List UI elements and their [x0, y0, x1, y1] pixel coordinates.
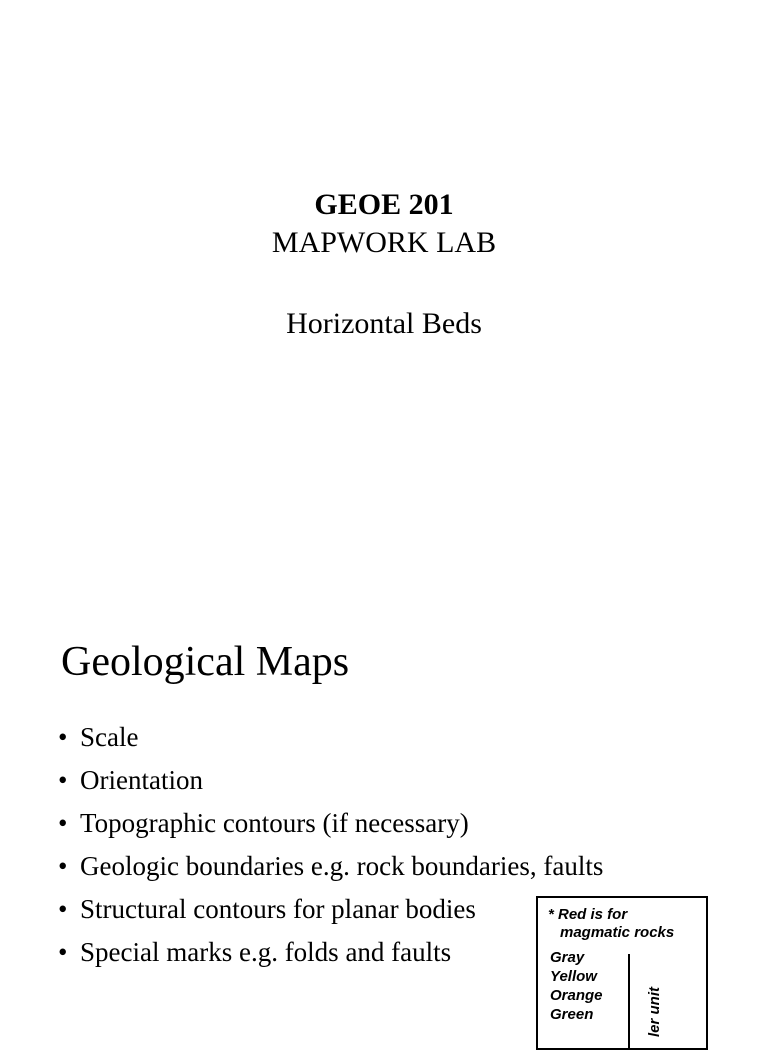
bullet-list: [58, 716, 603, 974]
legend-note: [548, 906, 674, 942]
course-code: GEOE 201: [314, 188, 454, 221]
legend-color-item: Yellow: [550, 968, 597, 985]
bullet-dot: •: [58, 851, 68, 881]
slide-subtitle: Horizontal Beds: [286, 307, 482, 340]
bullet-item: [58, 759, 603, 802]
bullet-text: Scale: [80, 722, 139, 752]
legend-color-list: [550, 948, 603, 1024]
bullet-text: Geologic boundaries e.g. rock boundaries, faults: [80, 851, 604, 881]
legend-note-line-1: * Red is for: [548, 906, 628, 923]
bullet-dot: •: [58, 808, 68, 838]
slide-1-title-block: [0, 186, 768, 262]
bullet-text: Special marks e.g. folds and faults: [80, 937, 452, 967]
legend-color-item: Gray: [550, 949, 585, 966]
legend-vertical-label: ler unit: [646, 986, 663, 1037]
bullet-text: Orientation: [80, 765, 203, 795]
bullet-dot: •: [58, 894, 68, 924]
slide-2-title: Geological Maps: [61, 639, 350, 685]
legend-color-item: Orange: [550, 987, 603, 1004]
legend-vertical-label-wrap: [644, 978, 668, 1048]
bullet-text: Topographic contours (if necessary): [80, 808, 469, 838]
bullet-item: [58, 716, 603, 759]
bullet-text: Structural contours for planar bodies: [80, 894, 476, 924]
legend-image: [536, 896, 708, 1050]
lab-name: MAPWORK LAB: [271, 226, 497, 259]
legend-divider: [628, 954, 630, 1050]
bullet-dot: •: [58, 765, 68, 795]
bullet-item: [58, 931, 603, 974]
bullet-item: [58, 888, 603, 931]
bullet-dot: •: [58, 937, 68, 967]
bullet-item: [58, 845, 603, 888]
bullet-item: [58, 802, 603, 845]
legend-note-line-2: magmatic rocks: [560, 924, 675, 941]
bullet-dot: •: [58, 722, 68, 752]
legend-color-item: Green: [550, 1006, 594, 1023]
